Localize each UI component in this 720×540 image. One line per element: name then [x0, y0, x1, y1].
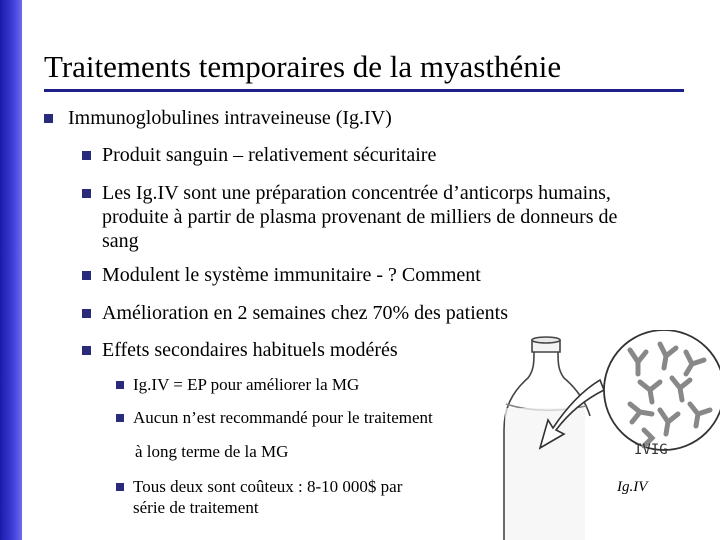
left-accent-bar: [0, 0, 22, 540]
ivig-caption: Ig.IV: [617, 479, 648, 495]
bullet-les-ivig-line3: sang: [102, 230, 139, 252]
bullet-produit-sanguin: Produit sanguin – relativement sécuritaire: [102, 144, 437, 166]
bullet-ivig-ep: Ig.IV = EP pour améliorer la MG: [133, 375, 360, 394]
bullet-modulent: Modulent le système immunitaire - ? Comment: [102, 264, 481, 286]
bullet-square-icon: [44, 114, 53, 123]
bullet-tous-line1: Tous deux sont coûteux : 8-10 000$ par: [133, 477, 403, 496]
bullet-square-icon: [82, 346, 91, 355]
ivig-illustration: [490, 330, 720, 540]
slide-title: Traitements temporaires de la myasthénie: [44, 49, 562, 84]
title-underline: [44, 89, 684, 92]
bullet-aucun-line1: Aucun n’est recommandé pour le traitement: [133, 408, 433, 427]
bullet-ivig: Immunoglobulines intraveineuse (Ig.IV): [68, 107, 392, 129]
ivig-label: IVIG: [634, 442, 668, 458]
bullet-square-icon: [82, 271, 91, 280]
bullet-square-icon: [82, 309, 91, 318]
bullet-amelioration: Amélioration en 2 semaines chez 70% des patients: [102, 302, 508, 324]
bullet-square-icon: [116, 483, 124, 491]
bullet-les-ivig-line2: produite à partir de plasma provenant de milliers de donneurs de: [102, 206, 618, 228]
bullet-square-icon: [82, 189, 91, 198]
bullet-square-icon: [116, 381, 124, 389]
bullet-effets-secondaires: Effets secondaires habituels modérés: [102, 339, 398, 361]
bullet-square-icon: [82, 151, 91, 160]
bullet-les-ivig-line1: Les Ig.IV sont une préparation concentrée d’anticorps humains,: [102, 182, 611, 204]
bullet-aucun-line2: à long terme de la MG: [135, 442, 289, 461]
bullet-tous-line2: série de traitement: [133, 498, 259, 517]
bullet-square-icon: [116, 414, 124, 422]
